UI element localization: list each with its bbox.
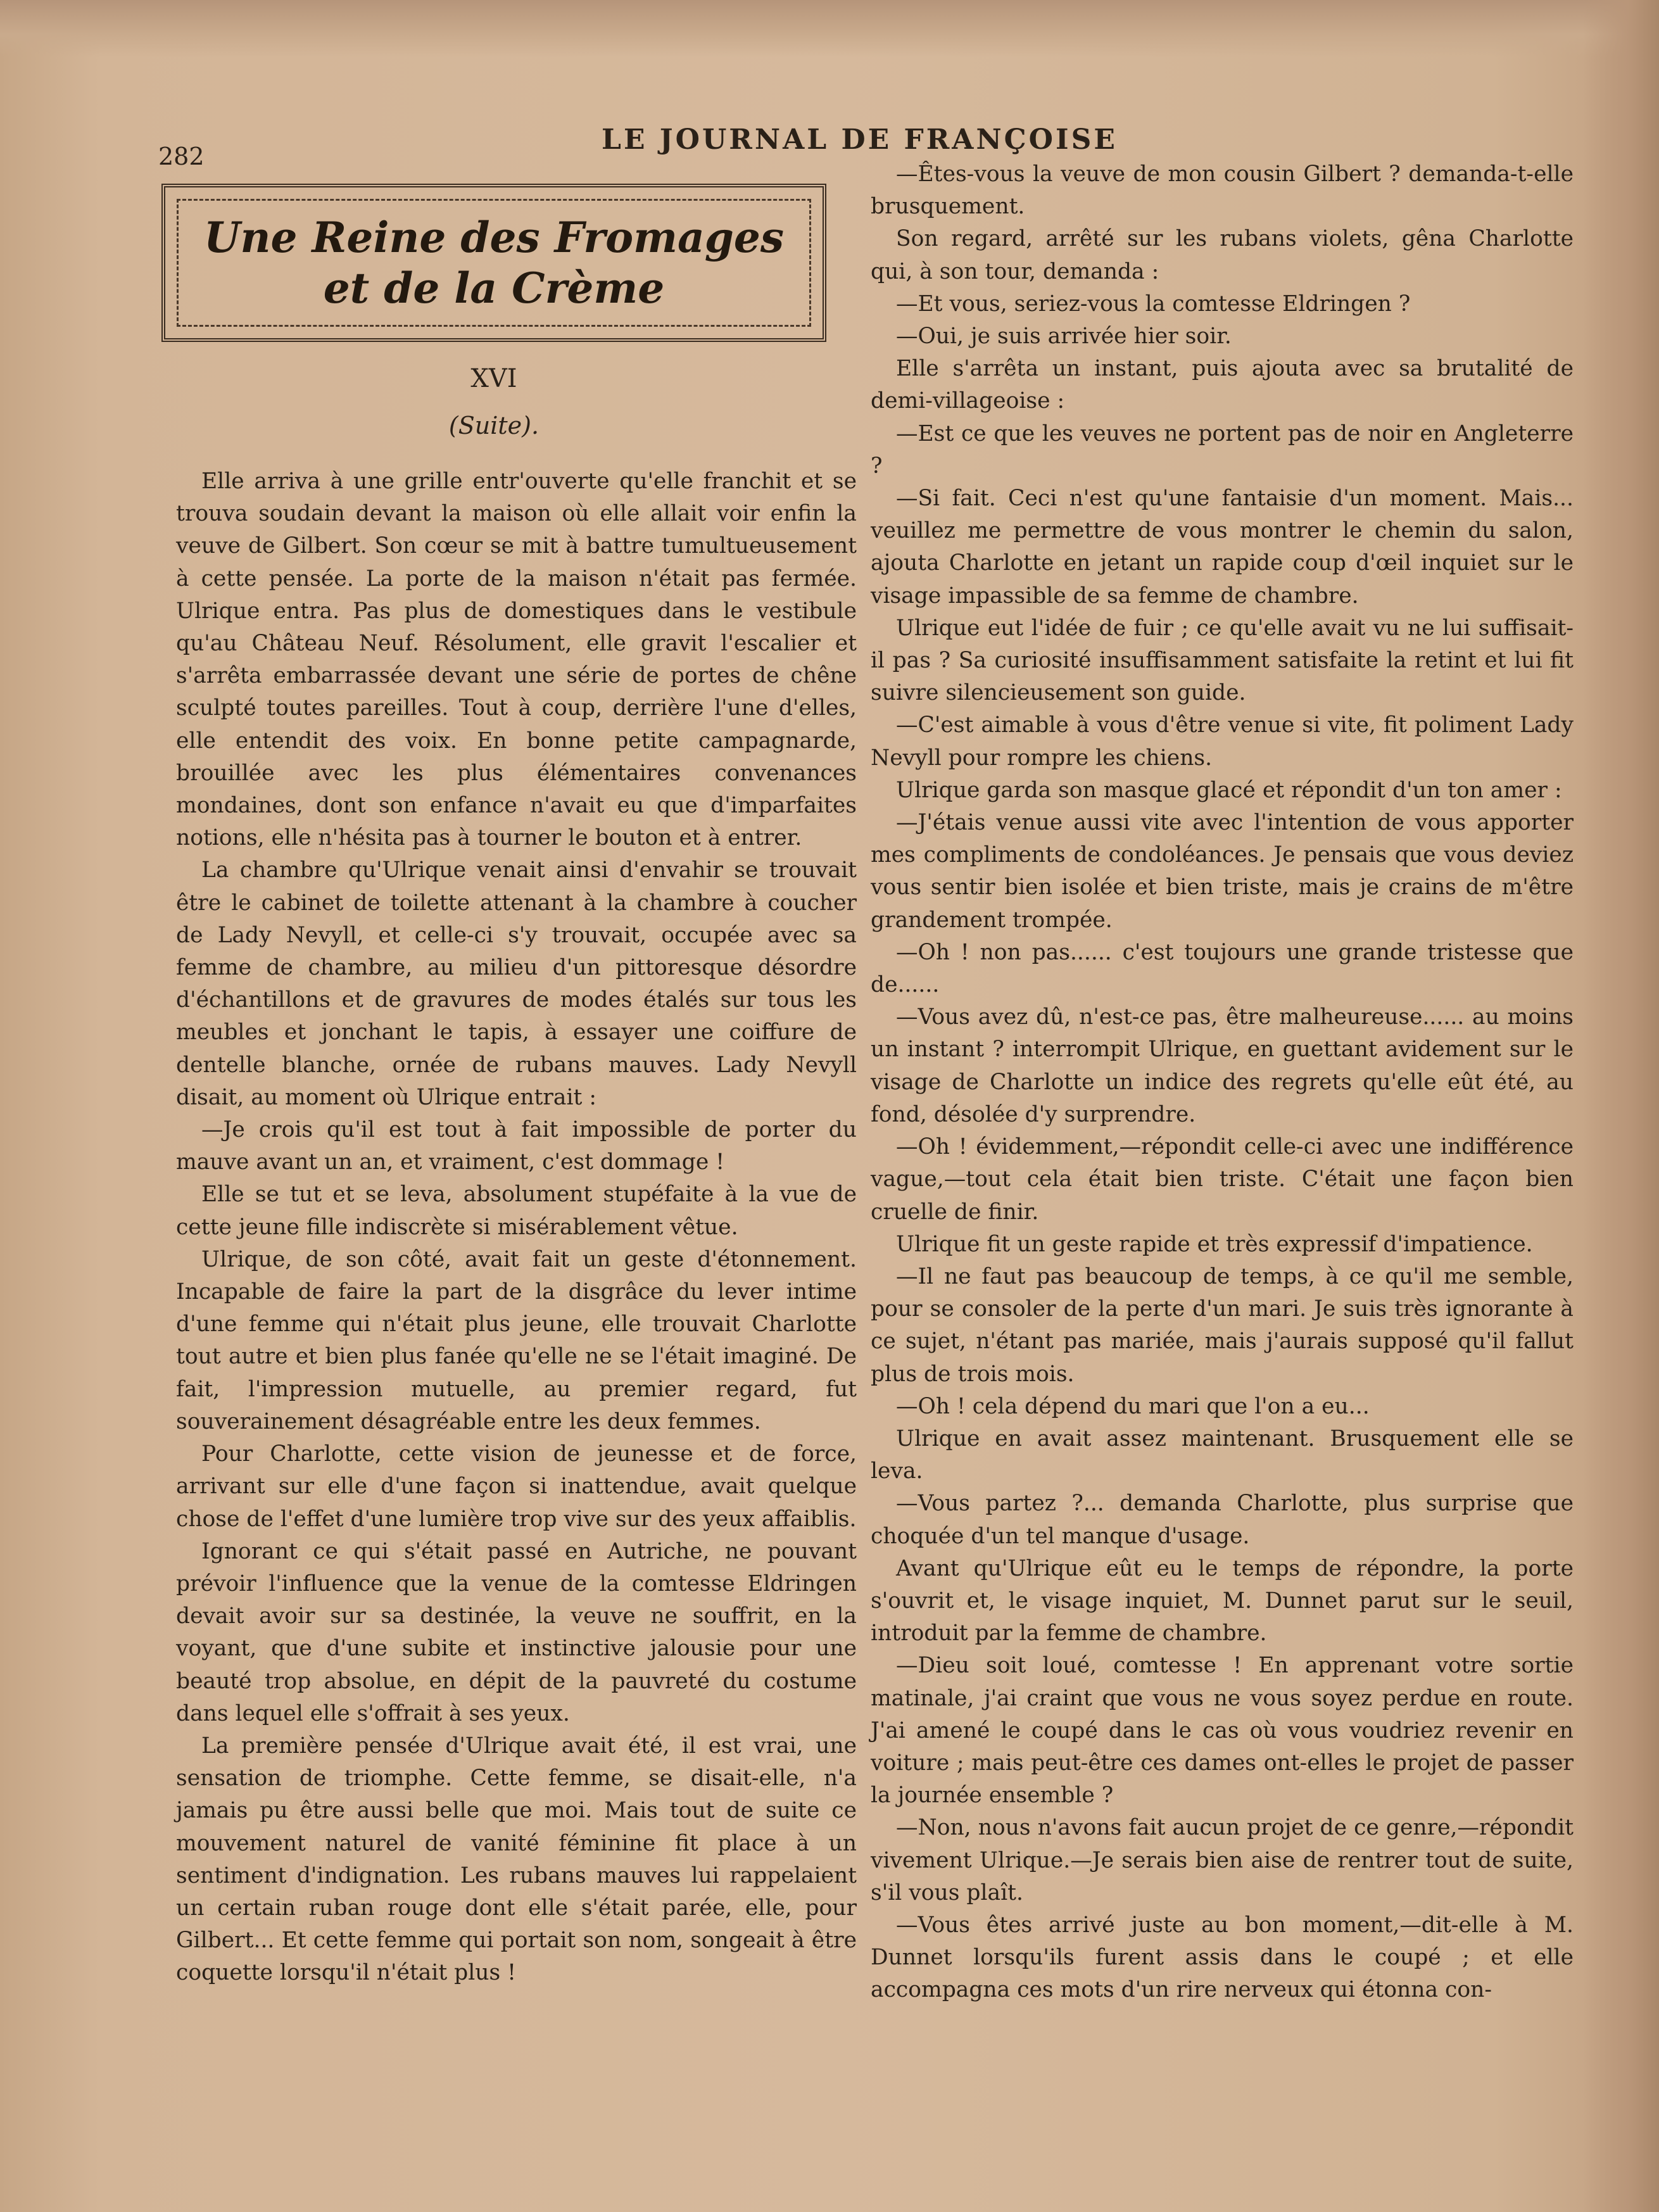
paragraph: —Oh ! non pas...... c'est toujours une grande tristesse que de...... <box>871 939 1574 998</box>
story-title-box <box>161 184 826 342</box>
paragraph: —Si fait. Ceci n'est qu'une fantaisie d'un moment. Mais... veuillez me permettre de vous montrer le chemin du salon, ajouta Charlotte en jetant un rapide coup d'œil inquiet sur le visage impassible de sa femme de chambre. <box>871 486 1574 609</box>
paragraph: —J'étais venue aussi vite avec l'intention de vous apporter mes compliments de condoléances. Je pensais que vous deviez vous sentir bien isolée et bien triste, mais je crains de m'être grandement trompée. <box>871 810 1574 933</box>
paragraph: —Vous partez ?... demanda Charlotte, plus surprise que choquée d'un tel manque d'usage. <box>871 1491 1574 1549</box>
left-text-column <box>176 465 857 1990</box>
paragraph: —Vous êtes arrivé juste au bon moment,—dit-elle à M. Dunnet lorsqu'ils furent assis dans le coupé ; et elle accompagna ces mots d'un rire nerveux qui étonna con- <box>871 1912 1574 2003</box>
paragraph: —Il ne faut pas beaucoup de temps, à ce qu'il me semble, pour se consoler de la perte d'un mari. Je suis très ignorante à ce sujet, n'étant pas mariée, mais j'aurais supposé qu'il fallut plus de trois mois. <box>871 1263 1574 1387</box>
paragraph: Elle arriva à une grille entr'ouverte qu'elle franchit et se trouva soudain devant la maison où elle allait voir enfin la veuve de Gilbert. Son cœur se mit à battre tumultueusement à cette pensée. La porte de la maison n'était pas fermée. Ulrique entra. Pas plus de domestiques dans le vestibule qu'au Château Neuf. Résolument, elle gravit l'escalier et s'arrêta embarrassée devant une série de portes de chêne sculpté toutes pareilles. Tout à coup, derrière l'une d'elles, elle entendit des voix. En bonne petite campagnarde, brouillée avec les plus élémentaires convenances mondaines, dont son enfance n'avait eu que d'imparfaites notions, elle n'hésita pas à tourner le bouton et à entrer. <box>176 469 857 851</box>
paragraph: Ulrique eut l'idée de fuir ; ce qu'elle avait vu ne lui suffisait-il pas ? Sa curiosité insuffisamment satisfaite la retint et lui fit suivre silencieusement son guide. <box>871 615 1574 706</box>
paragraph: Ulrique fit un geste rapide et très expressif d'impatience. <box>896 1231 1533 1257</box>
paragraph: —Non, nous n'avons fait aucun projet de ce genre,—répondit vivement Ulrique.—Je serais bien aise de rentrer tout de suite, s'il vous plaît. <box>871 1815 1574 1905</box>
paragraph: Elle se tut et se leva, absolument stupéfaite à la vue de cette jeune fille indiscrète si misérablement vêtue. <box>176 1182 857 1240</box>
page-fold-shadow <box>0 0 1659 57</box>
paragraph: —Oh ! évidemment,—répondit celle-ci avec une indifférence vague,—tout cela était bien triste. C'était une façon bien cruelle de finir. <box>871 1134 1574 1225</box>
paragraph: —Est ce que les veuves ne portent pas de noir en Angleterre ? <box>871 420 1574 479</box>
paragraph: Ulrique, de son côté, avait fait un geste d'étonnement. Incapable de faire la part de la disgrâce du lever intime d'une femme qui n'était plus jeune, elle trouvait Charlotte tout autre et bien plus fanée qu'elle ne se l'était imaginé. De fait, l'impression mutuelle, au premier regard, fut souverainement désagréable entre les deux femmes. <box>176 1246 857 1434</box>
paragraph: —Je crois qu'il est tout à fait impossible de porter du mauve avant un an, et vraiment, c'est dommage ! <box>176 1117 857 1175</box>
paragraph: —Oui, je suis arrivée hier soir. <box>896 324 1232 350</box>
paragraph: Avant qu'Ulrique eût eu le temps de répondre, la porte s'ouvrit et, le visage inquiet, M. Dunnet parut sur le seuil, introduit par la femme de chambre. <box>871 1555 1574 1646</box>
paragraph: Ulrique en avait assez maintenant. Brusquement elle se leva. <box>871 1425 1574 1484</box>
paragraph: —Et vous, seriez-vous la comtesse Eldringen ? <box>896 291 1411 317</box>
page-number: 282 <box>158 142 205 170</box>
story-title-line-2: et de la Crème <box>323 263 665 313</box>
paragraph: —Dieu soit loué, comtesse ! En apprenant votre sortie matinale, j'ai craint que vous ne vous soyez perdue en route. J'ai amené le coupé dans le cas où vous voudriez revenir en voiture ; mais peut-être ces dames ont-elles le projet de passer la journée ensemble ? <box>871 1653 1574 1809</box>
paragraph: Ulrique garda son masque glacé et répondit d'un ton amer : <box>896 777 1562 803</box>
story-title-line-1: Une Reine des Fromages <box>203 213 785 262</box>
paragraph: —Vous avez dû, n'est-ce pas, être malheureuse...... au moins un instant ? interrompit Ulrique, en guettant avidement sur le visage de Charlotte un indice des regrets qu'elle eût été, au fond, désolée d'y surprendre. <box>871 1004 1574 1127</box>
right-text-column <box>871 158 1574 2007</box>
paragraph: La première pensée d'Ulrique avait été, il est vrai, une sensation de triomphe. Cette femme, se disait-elle, n'a jamais pu être aussi belle que moi. Mais tout de suite ce mouvement naturel de vanité féminine fit place à un sentiment d'indignation. Les rubans mauves lui rappelaient un certain ruban rouge dont elle s'était parée, elle, pour Gilbert... Et cette femme qui portait son nom, songeait à être coquette lorsqu'il n'était plus ! <box>176 1733 857 1986</box>
page-edge-shadow <box>1583 0 1659 2212</box>
paragraph: —Êtes-vous la veuve de mon cousin Gilbert ? demanda-t-elle brusquement. <box>871 161 1574 220</box>
paragraph: Elle s'arrêta un instant, puis ajouta avec sa brutalité de demi-villageoise : <box>871 356 1574 414</box>
paragraph: Pour Charlotte, cette vision de jeunesse et de force, arrivant sur elle d'une façon si inattendue, avait quelque chose de l'effet d'une lumière trop vive sur des yeux affaiblis. <box>176 1441 857 1532</box>
paragraph: Son regard, arrêté sur les rubans violets, gêna Charlotte qui, à son tour, demanda : <box>871 226 1574 284</box>
chapter-number: XVI <box>470 364 517 393</box>
paragraph: —Oh ! cela dépend du mari que l'on a eu... <box>896 1393 1370 1419</box>
paragraph: Ignorant ce qui s'était passé en Autriche, ne pouvant prévoir l'influence que la venue de la comtesse Eldringen devait avoir sur sa destinée, la veuve ne souffrit, en la voyant, que d'une subite et instinctive jalousie pour une beauté trop absolue, en dépit de la pauvreté du costume dans lequel elle s'offrait à ses yeux. <box>176 1538 857 1726</box>
journal-title: LE JOURNAL DE FRANÇOISE <box>602 123 1118 156</box>
paragraph: —C'est aimable à vous d'être venue si vite, fit poliment Lady Nevyll pour rompre les chiens. <box>871 712 1574 771</box>
chapter-subtitle: (Suite). <box>448 412 539 439</box>
paragraph: La chambre qu'Ulrique venait ainsi d'envahir se trouvait être le cabinet de toilette attenant à la chambre à coucher de Lady Nevyll, et celle-ci s'y trouvait, occupée avec sa femme de chambre, au milieu d'un pittoresque désordre d'échantillons et de gravures de modes étalés sur tous les meubles et jonchant le tapis, à essayer une coiffure de dentelle blanche, ornée de rubans mauves. Lady Nevyll disait, au moment où Ulrique entrait : <box>176 857 857 1110</box>
